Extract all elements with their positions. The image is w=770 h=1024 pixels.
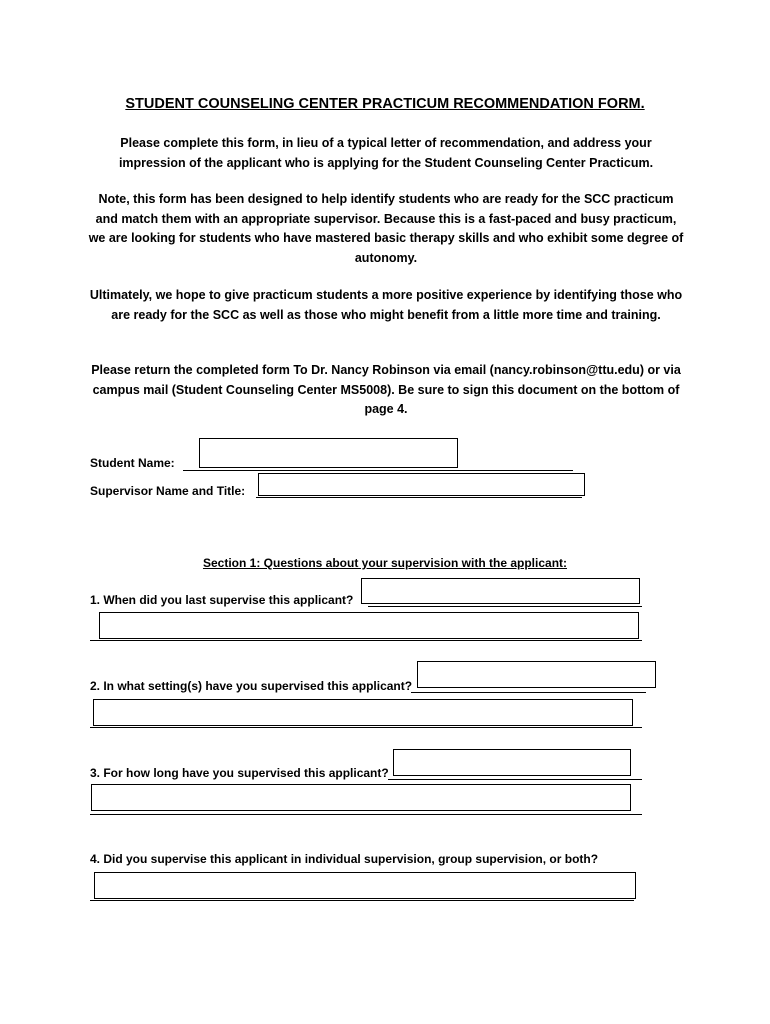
question-1-label: 1. When did you last supervise this applicant?	[90, 593, 354, 607]
question-4-input[interactable]	[94, 872, 636, 899]
question-3-input-a[interactable]	[393, 749, 631, 776]
question-3-input-b[interactable]	[91, 784, 631, 811]
question-2-underline-b	[90, 727, 642, 728]
student-name-label: Student Name:	[90, 456, 175, 470]
supervisor-name-underline	[256, 497, 582, 498]
student-name-input[interactable]	[199, 438, 458, 468]
student-name-underline	[183, 470, 573, 471]
question-3-label: 3. For how long have you supervised this applicant?	[90, 766, 389, 780]
question-1-input-b[interactable]	[99, 612, 639, 639]
question-4-underline	[90, 900, 634, 901]
question-3-underline-a	[388, 779, 642, 780]
supervisor-name-label: Supervisor Name and Title:	[90, 484, 246, 498]
intro-paragraph: Please complete this form, in lieu of a typical letter of recommendation, and address your impression of the applicant who is applying for the Student Counseling Center Practicum.	[118, 136, 654, 170]
question-4-label: 4. Did you supervise this applicant in individual supervision, group supervision, or both?	[90, 852, 599, 866]
question-1-underline-b	[90, 640, 642, 641]
goal-paragraph: Ultimately, we hope to give practicum students a more positive experience by identifying those who are ready for the SCC as well as those who might benefit from a little more time and training.	[89, 288, 683, 322]
question-1-input-a[interactable]	[361, 578, 640, 604]
question-2-label: 2. In what setting(s) have you supervised this applicant?	[90, 679, 413, 693]
return-paragraph: Please return the completed form To Dr. Nancy Robinson via email (nancy.robinson@ttu.edu) or via campus mail (Student Counseling Center MS5008). Be sure to sign this document on the bottom of page 4.	[91, 363, 681, 416]
supervisor-name-input[interactable]	[258, 473, 585, 496]
form-title: STUDENT COUNSELING CENTER PRACTICUM RECOMMENDATION FORM.	[125, 96, 645, 112]
question-1-underline-a	[368, 606, 642, 607]
note-paragraph: Note, this form has been designed to help identify students who are ready for the SCC practicum and match them with an appropriate supervisor. Because this is a fast-paced and busy practicum, we are looking for students who have mastered basic therapy skills and who exhibit some degree of autonomy.	[88, 192, 684, 265]
question-3-underline-b	[90, 814, 642, 815]
question-2-input-a[interactable]	[417, 661, 656, 688]
section-1-heading: Section 1: Questions about your supervision with the applicant:	[202, 556, 568, 570]
question-2-underline-a	[411, 692, 646, 693]
question-2-input-b[interactable]	[93, 699, 633, 726]
